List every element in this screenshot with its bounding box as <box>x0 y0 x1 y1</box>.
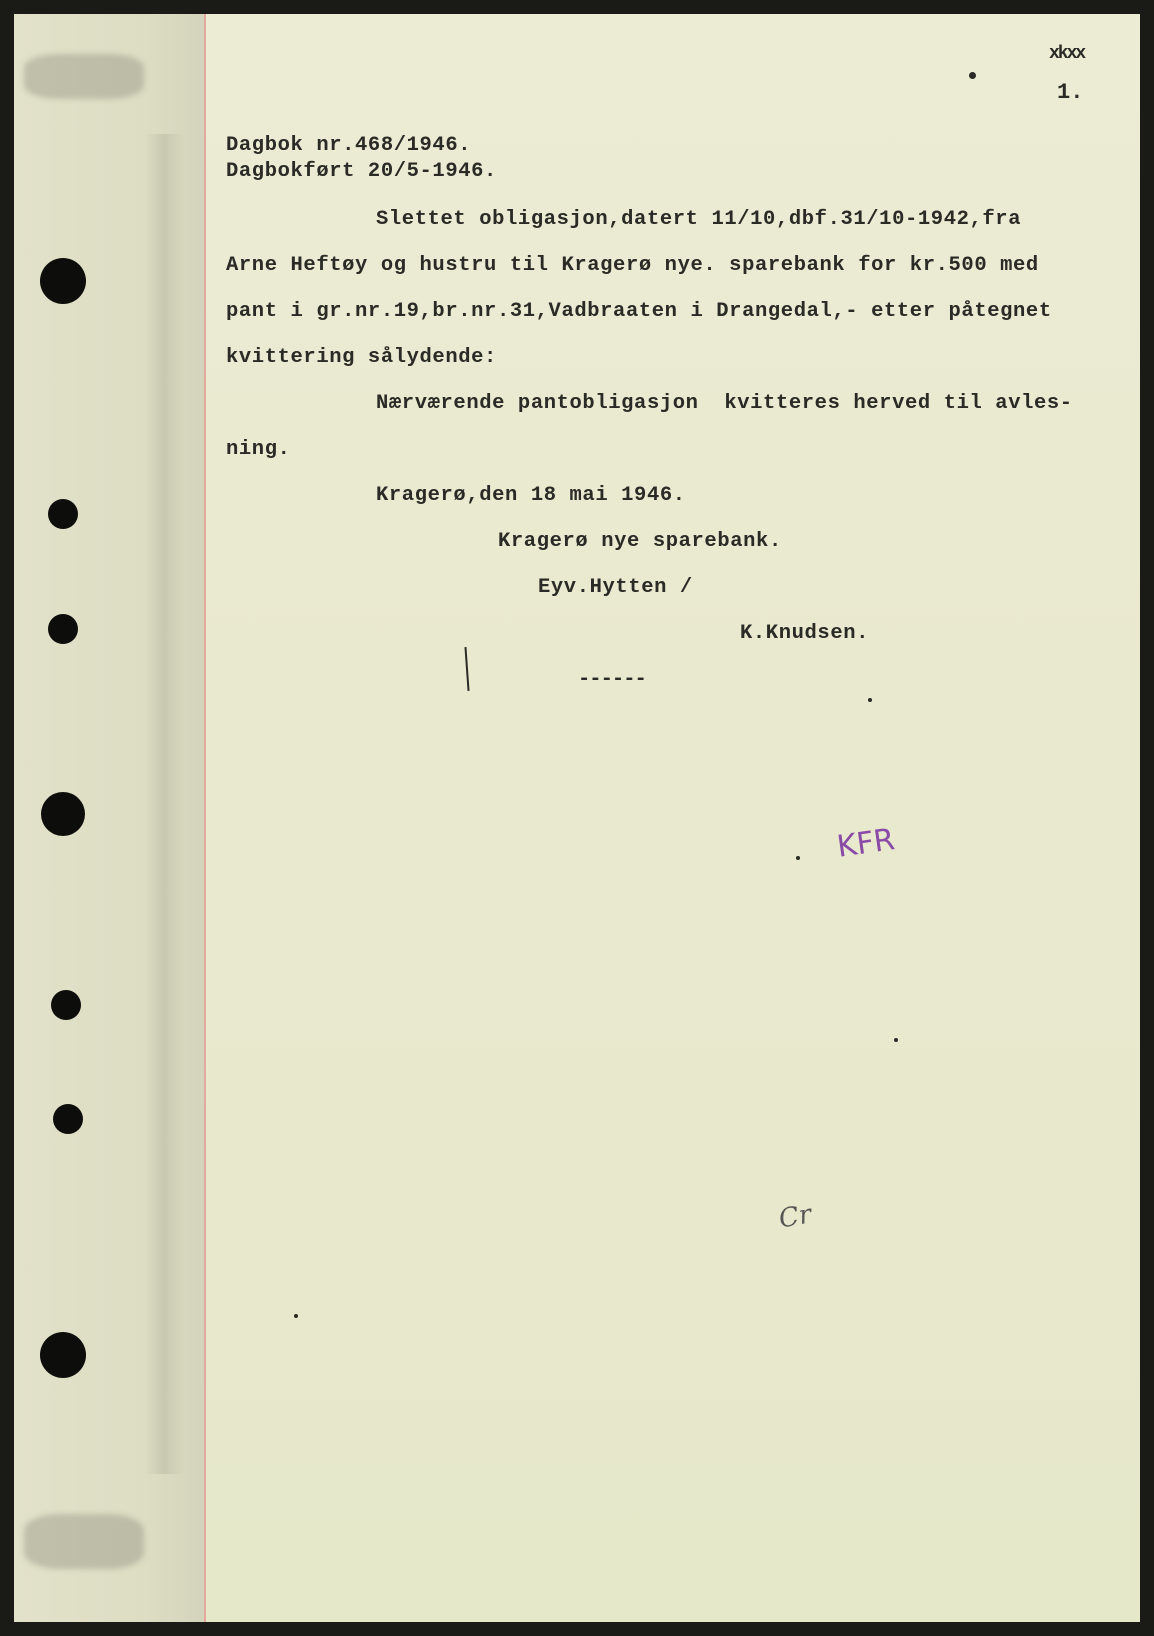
body-line: pant i gr.nr.19,br.nr.31,Vadbraaten i Drangedal,- etter påtegnet <box>226 300 1052 323</box>
smudge <box>24 54 144 99</box>
page-number: 1. <box>1057 80 1084 105</box>
body-line: Arne Heftøy og hustru til Kragerø nye. sparebank for kr.500 med <box>226 254 1039 277</box>
bank-name: Kragerø nye sparebank. <box>498 530 782 553</box>
ink-dot <box>868 698 872 702</box>
punch-hole <box>48 499 78 529</box>
body-line: Slettet obligasjon,datert 11/10,dbf.31/10-1942,fra <box>376 208 1022 231</box>
pencil-note: Cr <box>776 1199 814 1235</box>
body-line: ning. <box>226 438 291 461</box>
body-line: Nærværende pantobligasjon kvitteres herved til avles- <box>376 392 1073 415</box>
pen-stroke <box>464 647 469 691</box>
ink-dot <box>894 1038 898 1042</box>
signatory: Eyv.Hytten / <box>538 576 693 599</box>
journal-number: Dagbok nr.468/1946. <box>226 134 472 157</box>
punch-hole <box>51 990 81 1020</box>
margin-rule <box>204 14 206 1622</box>
kfr-stamp: KFR <box>834 822 897 865</box>
corner-mark: xkxx <box>1049 44 1085 64</box>
place-date: Kragerø,den 18 mai 1946. <box>376 484 686 507</box>
ink-dot <box>796 856 800 860</box>
punch-hole <box>40 258 86 304</box>
separator-line: ------ <box>578 668 646 691</box>
punch-hole <box>40 1332 86 1378</box>
signatory: K.Knudsen. <box>740 622 870 645</box>
body-line: kvittering sålydende: <box>226 346 497 369</box>
journal-date: Dagbokført 20/5-1946. <box>226 160 497 183</box>
punch-hole <box>53 1104 83 1134</box>
gutter-shadow <box>144 134 184 1474</box>
punch-hole <box>48 614 78 644</box>
smudge <box>24 1514 144 1569</box>
document-page <box>14 14 1140 1622</box>
ink-dot <box>969 72 976 79</box>
punch-hole <box>41 792 85 836</box>
ink-dot <box>294 1314 298 1318</box>
